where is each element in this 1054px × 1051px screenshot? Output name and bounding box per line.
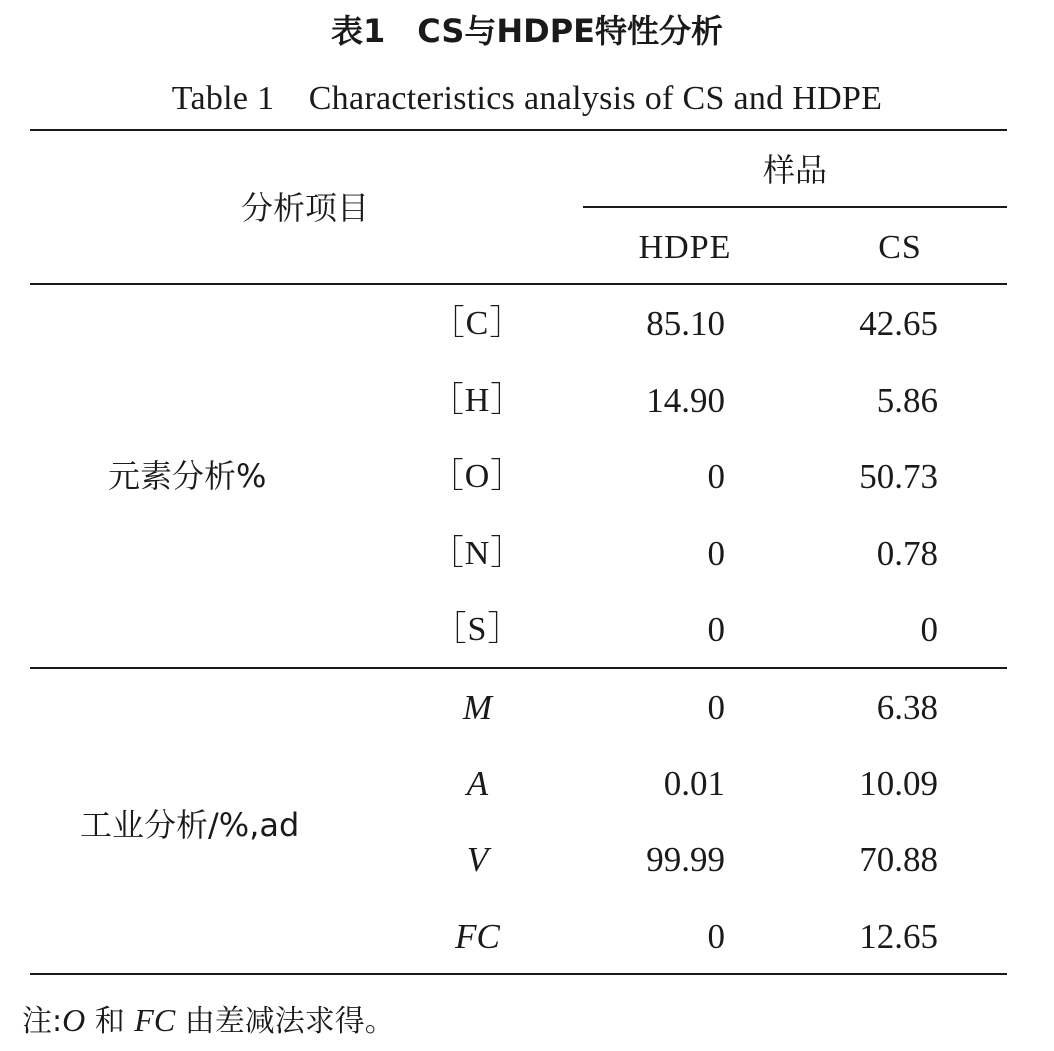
hdpe-value: 0 [707, 534, 725, 573]
hdpe-value: 0 [707, 917, 725, 956]
hdpe-value: 99.99 [646, 840, 725, 879]
cs-value: 42.65 [859, 304, 938, 343]
table-title-cn: 表1 CS与HDPE特性分析 [330, 12, 724, 50]
hdpe-value: 0 [707, 457, 725, 496]
footnote-and: 和 [85, 1004, 135, 1039]
cs-value: 10.09 [859, 764, 938, 803]
bottom-rule [30, 973, 1007, 975]
cs-value: 70.88 [859, 840, 938, 879]
row-sub-label: ［H］ [429, 382, 526, 419]
hdpe-value: 85.10 [646, 304, 725, 343]
footnote-o-symbol: O [62, 1002, 86, 1038]
group-label-proximate: 工业分析/%,ad [80, 806, 300, 844]
footnote-prefix: 注: [22, 1004, 63, 1039]
cs-value: 6.38 [876, 688, 938, 727]
header-bottom-rule [30, 283, 1007, 285]
row-sub-label: ［C］ [430, 305, 525, 342]
footnote-fc-symbol: FC [134, 1002, 176, 1038]
group-label-elemental: 元素分析% [108, 457, 267, 495]
row-sub-label: ［N］ [429, 535, 526, 572]
header-item-column: 分析项目 [240, 189, 369, 227]
top-rule [30, 129, 1007, 131]
row-sub-label: ［O］ [429, 458, 526, 495]
row-sub-label: ［S］ [432, 611, 523, 648]
row-sub-label: M [462, 688, 493, 727]
hdpe-value: 14.90 [646, 381, 725, 420]
footnote-rest: 由差减法求得。 [175, 1004, 395, 1039]
cs-value: 5.86 [876, 381, 938, 420]
cs-value: 0 [920, 610, 938, 649]
row-sub-label: FC [455, 917, 500, 956]
sample-group-rule [583, 206, 1007, 208]
cs-value: 12.65 [859, 917, 938, 956]
header-sample-group: 样品 [762, 151, 827, 189]
table-footnote [22, 1000, 395, 1042]
row-sub-label: V [466, 840, 489, 879]
header-hdpe: HDPE [638, 229, 732, 266]
table-title-en: Table 1 Characteristics analysis of CS and HDPE [171, 80, 883, 117]
cs-value: 0.78 [876, 534, 938, 573]
group-divider-rule [30, 667, 1007, 669]
header-cs: CS [878, 229, 922, 266]
row-sub-label: A [466, 764, 489, 803]
hdpe-value: 0 [707, 610, 725, 649]
hdpe-value: 0.01 [663, 764, 725, 803]
hdpe-value: 0 [707, 688, 725, 727]
cs-value: 50.73 [859, 457, 938, 496]
